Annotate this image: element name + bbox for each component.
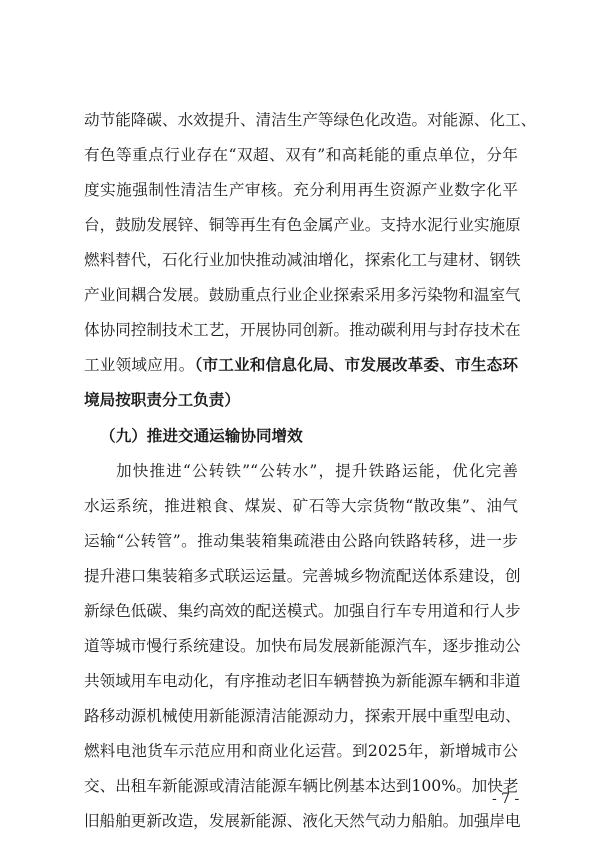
body-line: 提升港口集装箱多式联运运量。完善城乡物流配送体系建设，创 <box>84 567 521 585</box>
body-line: 动节能降碳、水效提升、清洁生产等绿色化改造。对能源、化工、 <box>84 111 537 129</box>
body-line: 水运系统，推进粮食、煤炭、矿石等大宗货物“散改集”、油气 <box>84 497 518 515</box>
body-line: 体协同控制技术工艺，开展协同创新。推动碳利用与封存技术在 <box>84 321 521 339</box>
body-line: 路移动源机械使用新能源清洁能源动力，探索开展中重型电动、 <box>84 707 521 725</box>
body-line: 交、出租车新能源或清洁能源车辆比例基本达到100%。加快老 <box>84 777 519 795</box>
body-text: 工业领域应用。 <box>84 356 195 374</box>
body-line: 燃料替代，石化行业加快推动减油增化，探索化工与建材、钢铁 <box>84 251 521 269</box>
section-heading: （九）推进交通运输协同增效 <box>100 427 303 445</box>
body-line: 运输“公转管”。推动集装箱集疏港由公路向铁路转移，进一步 <box>84 532 518 550</box>
body-line: 道等城市慢行系统建设。加快布局发展新能源汽车，逐步推动公 <box>84 637 521 655</box>
body-line: 台，鼓励发展锌、铜等再生有色金属产业。支持水泥行业实施原 <box>84 216 521 234</box>
body-line: 度实施强制性清洁生产审核。充分利用再生资源产业数字化平 <box>84 181 518 199</box>
responsibility-note: （市工业和信息化局、市发展改革委、市生态环 <box>194 356 518 374</box>
body-line <box>84 390 518 410</box>
body-line: 产业间耦合发展。鼓励重点行业企业探索采用多污染物和温室气 <box>84 286 521 304</box>
page-number: - 7 - <box>492 791 520 807</box>
body-line <box>84 355 518 375</box>
body-line: 新绿色低碳、集约高效的配送模式。加强自行车专用道和行人步 <box>84 602 521 620</box>
body-line: 旧船舶更新改造，发展新能源、液化天然气动力船舶。加强岸电 <box>84 812 521 830</box>
responsibility-note: 境局按职责分工负责） <box>84 391 240 409</box>
body-line: 共领域用车电动化，有序推动老旧车辆替换为新能源车辆和非道 <box>84 672 521 690</box>
body-line: 加快推进“公转铁”“公转水”，提升铁路运能，优化完善 <box>116 462 518 480</box>
body-line: 有色等重点行业存在“双超、双有”和高耗能的重点单位，分年 <box>84 146 518 164</box>
body-line: 燃料电池货车示范应用和商业化运营。到2025年，新增城市公 <box>84 742 518 760</box>
